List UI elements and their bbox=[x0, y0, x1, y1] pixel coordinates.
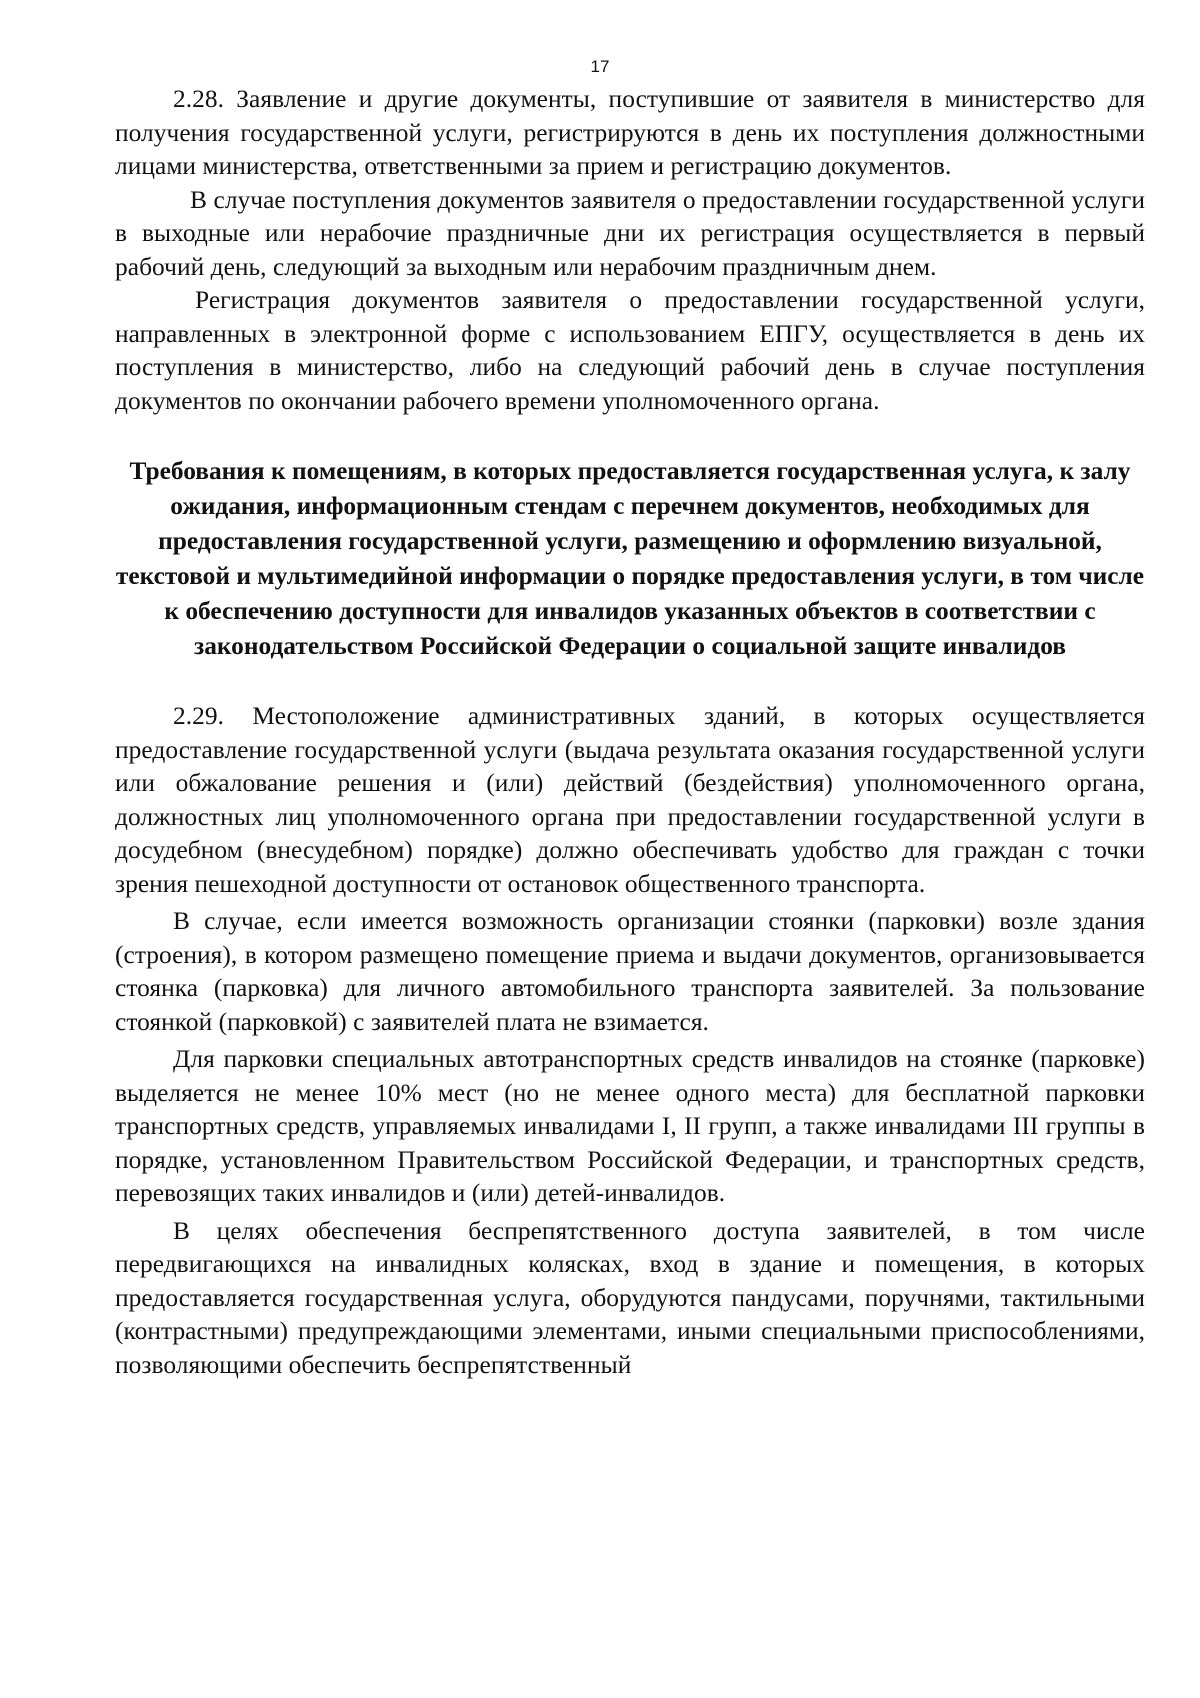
paragraph-parking: В случае, если имеется возможность организации стоянки (парковки) возле здания (строения), в котором размещено помещение приема и выдачи документов, организовывается стоянка (парковка) для личного автомобильного транспорта заявителей. За пользование стоянкой (парковкой) с заявителей плата не взимается. bbox=[115, 907, 1145, 1036]
paragraph-disabled-parking: Для парковки специальных автотранспортных средств инвалидов на стоянке (парковке) выделяется не менее 10% мест (но не менее одного места) для бесплатной парковки транспортных средств, управляемых инвалидами I, II групп, а также инвалидами III группы в порядке, установленном Правительством Российской Федерации, и транспортных средств, перевозящих таких инвалидов и (или) детей-инвалидов. bbox=[115, 1045, 1145, 1207]
section-heading: Требования к помещениям, в которых предоставляется государственная услуга, к залу ожидания, информационным стендам с перечнем документов, необходимых для предоставления государственной услуги, размещению и оформлению визуальной, текстовой и мультимедийной информации о порядке предоставления услуги, в том числе к обеспечению доступности для инвалидов указанных объектов в соответствии с законодательством Российской Федерации о социальной защите инвалидов bbox=[115, 457, 1145, 660]
paragraph-accessibility: В целях обеспечения беспрепятственного доступа заявителей, в том числе передвигающихся на инвалидных колясках, вход в здание и помещения, в которых предоставляется государственная услуга, оборудуются пандусами, поручнями, тактильными (контрастными) предупреждающими элементами, иными специальными приспособлениями, позволяющими обеспечить беспрепятственный bbox=[115, 1216, 1145, 1379]
paragraph-weekend-registration: В случае поступления документов заявителя о предоставлении государственной услуги в выходные или нерабочие праздничные дни их регистрация осуществляется в первый рабочий день, следующий за выходным или нерабочим праздничным днем. bbox=[115, 185, 1145, 281]
paragraph-2-28: 2.28. Заявление и другие документы, поступившие от заявителя в министерство для получения государственной услуги, регистрируются в день их поступления должностными лицами министерства, ответственными за прием и регистрацию документов. bbox=[115, 85, 1145, 180]
page-number: 17 bbox=[590, 57, 610, 76]
document-body bbox=[115, 83, 1145, 1382]
paragraph-electronic-registration: Регистрация документов заявителя о предоставлении государственной услуги, направленных в электронной форме с использованием ЕПГУ, осуществляется в день их поступления в министерство, либо на следующий рабочий день в случае поступления документов по окончании рабочего времени уполномоченного органа. bbox=[115, 286, 1145, 415]
paragraph-2-29: 2.29. Местоположение административных зданий, в которых осуществляется предоставление государственной услуги (выдача результата оказания государственной услуги или обжалование решения и (или) действий (бездействия) уполномоченного органа, должностных лиц уполномоченного органа при предоставлении государственной услуги в досудебном (внесудебном) порядке) должно обеспечивать удобство для граждан с точки зрения пешеходной доступности от остановок общественного транспорта. bbox=[115, 702, 1145, 898]
